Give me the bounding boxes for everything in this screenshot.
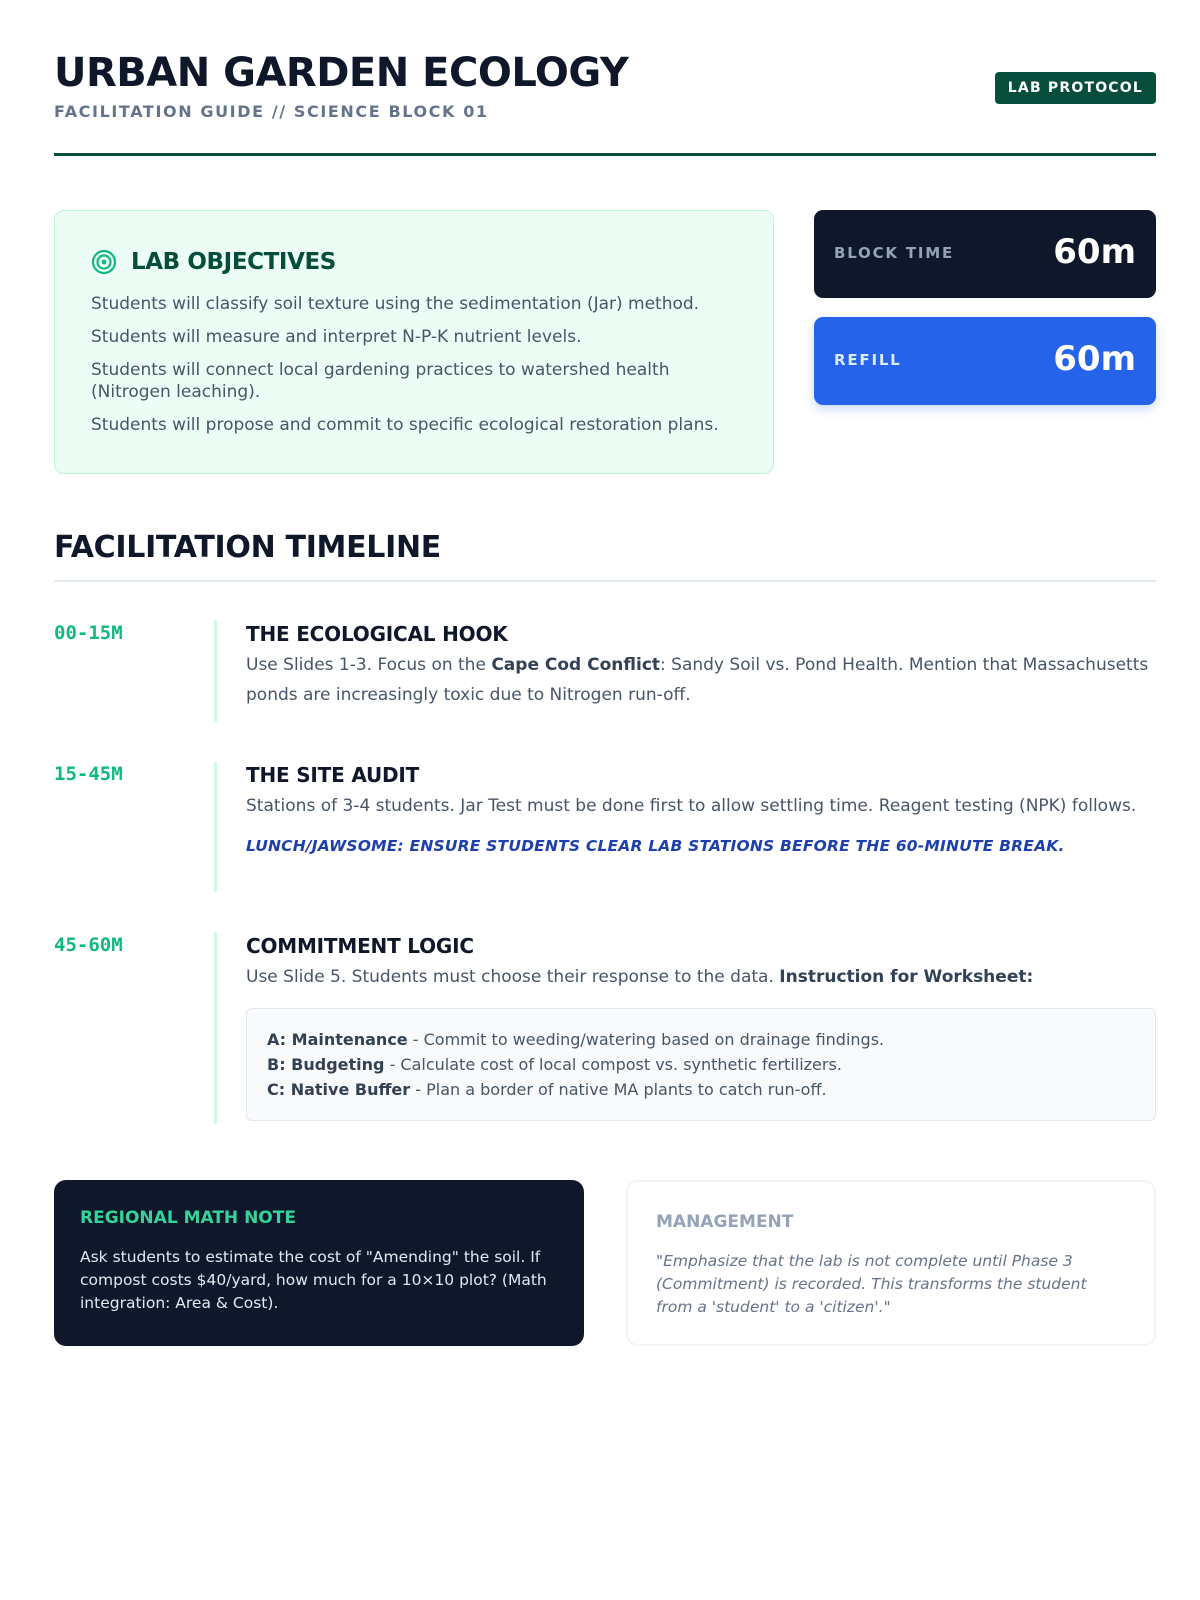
block-time-card xyxy=(814,210,1156,298)
step-rail xyxy=(214,932,217,1124)
option-label: B: Budgeting xyxy=(267,1055,385,1074)
math-note-text: Ask students to estimate the cost of "Amending" the soil. If compost costs $40/yard, how much for a 10×10 plot? (Math integration: Area & Cost). xyxy=(80,1248,547,1312)
option-text: - Plan a border of native MA plants to catch run-off. xyxy=(410,1080,827,1099)
refill-label: REFILL xyxy=(834,351,902,369)
step-title: THE SITE AUDIT xyxy=(246,763,420,787)
lab-objectives-card xyxy=(54,210,774,474)
objective-item: Students will propose and commit to specific ecological restoration plans. xyxy=(91,415,719,435)
objective-item: Students will connect local gardening practices to watershed health (Nitrogen leaching). xyxy=(91,360,670,402)
worksheet-option xyxy=(267,1077,1135,1102)
step-description xyxy=(246,650,1156,710)
step-description: Stations of 3-4 students. Jar Test must be done first to allow settling time. Reagent testing (NPK) follows. xyxy=(246,796,1137,816)
objectives-list xyxy=(91,293,751,447)
page-title: URBAN GARDEN ECOLOGY xyxy=(54,50,629,96)
target-icon xyxy=(91,249,117,275)
refill-card xyxy=(814,317,1156,405)
management-quote: "Emphasize that the lab is not complete until Phase 3 (Commitment) is recorded. This transforms the student from a 'student' to a 'citizen'." xyxy=(656,1252,1087,1316)
step-time: 00-15M xyxy=(54,622,123,644)
timeline-step xyxy=(246,934,1156,1121)
lunch-break-note: LUNCH/JAWSOME: ENSURE STUDENTS CLEAR LAB STATIONS BEFORE THE 60-MINUTE BREAK. xyxy=(246,837,1065,855)
management-title: MANAGEMENT xyxy=(656,1212,794,1232)
timeline-step xyxy=(246,622,1156,710)
timeline-step xyxy=(246,763,1156,855)
option-label: C: Native Buffer xyxy=(267,1080,411,1099)
worksheet-options-box xyxy=(246,1008,1156,1121)
step-text: : Sandy Soil vs. Pond Health. Mention that Massachusetts ponds are increasingly toxic due to Nitrogen run-off. xyxy=(246,655,1149,705)
regional-math-note-card xyxy=(54,1180,584,1346)
step-text: Use Slide 5. Students must choose their response to the data. xyxy=(246,967,780,987)
worksheet-option xyxy=(267,1027,1135,1052)
objective-item: Students will measure and interpret N-P-K nutrient levels. xyxy=(91,327,582,347)
lab-protocol-badge: LAB PROTOCOL xyxy=(995,72,1156,104)
step-title: THE ECOLOGICAL HOOK xyxy=(246,622,508,646)
management-card xyxy=(626,1180,1156,1346)
objectives-title: LAB OBJECTIVES xyxy=(131,249,336,275)
step-time: 45-60M xyxy=(54,934,123,956)
option-text: - Calculate cost of local compost vs. synthetic fertilizers. xyxy=(384,1055,842,1074)
objectives-header xyxy=(91,249,336,275)
option-label: A: Maintenance xyxy=(267,1030,408,1049)
page-subtitle: FACILITATION GUIDE // SCIENCE BLOCK 01 xyxy=(54,102,489,121)
refill-value: 60m xyxy=(1053,339,1136,379)
timeline-title: FACILITATION TIMELINE xyxy=(54,530,441,565)
block-time-value: 60m xyxy=(1053,232,1136,272)
step-title: COMMITMENT LOGIC xyxy=(246,934,474,958)
step-time: 15-45M xyxy=(54,763,123,785)
timeline-divider xyxy=(54,580,1156,582)
option-text: - Commit to weeding/watering based on drainage findings. xyxy=(407,1030,885,1049)
math-note-title: REGIONAL MATH NOTE xyxy=(80,1208,296,1228)
header xyxy=(54,50,1156,156)
step-text: Use Slides 1-3. Focus on the xyxy=(246,655,492,675)
step-rail xyxy=(214,762,217,892)
step-rail xyxy=(214,620,217,722)
step-text-bold: Instruction for Worksheet: xyxy=(779,967,1034,987)
step-text-bold: Cape Cod Conflict xyxy=(491,655,661,675)
worksheet-option xyxy=(267,1052,1135,1077)
objective-item: Students will classify soil texture using the sedimentation (Jar) method. xyxy=(91,294,700,314)
step-description xyxy=(246,962,1156,992)
block-time-label: BLOCK TIME xyxy=(834,244,955,262)
